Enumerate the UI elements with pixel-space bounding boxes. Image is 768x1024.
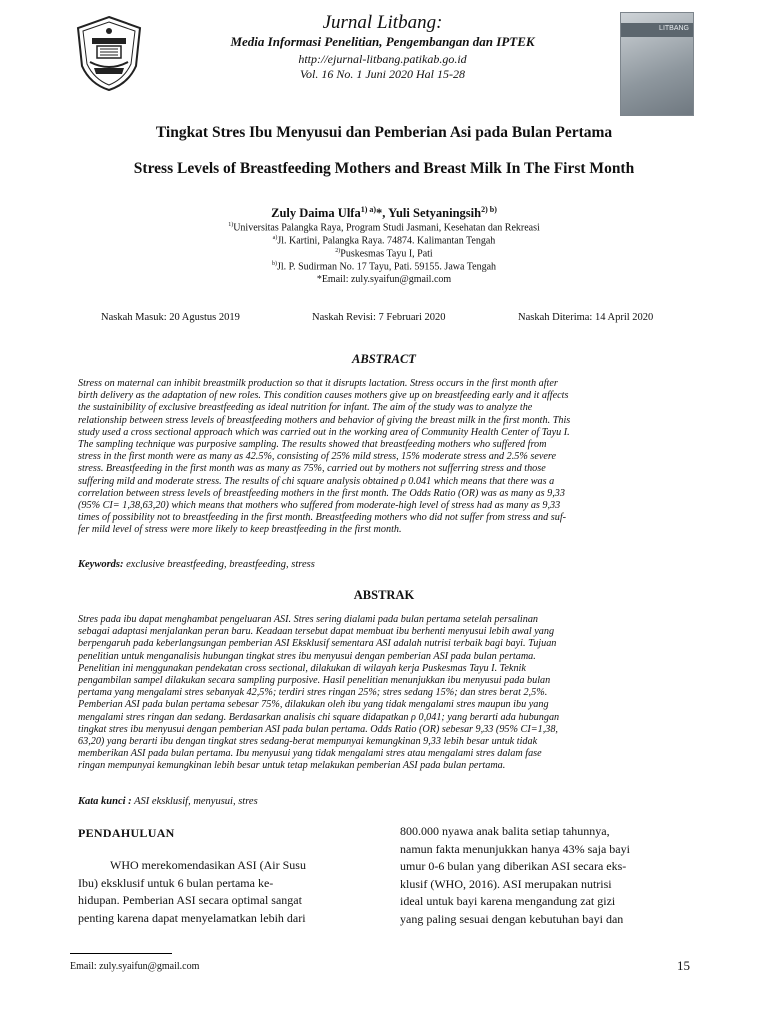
affiliation-3-text: Puskesmas Tayu I, Pati	[340, 248, 433, 260]
corresponding-email-text: *Email: zuly.syaifun@gmail.com	[316, 274, 452, 285]
date-revised: Naskah Revisi: 7 Februari 2020	[312, 312, 446, 323]
affiliation-4-sup: b)	[271, 261, 277, 267]
kata-kunci-text: ASI eksklusif, menyusui, stres	[131, 796, 258, 807]
abstract-line: fer mild level of stress were more likely to keep breastfeeding in the first month.	[78, 524, 402, 536]
body-line: WHO merekomendasikan ASI (Air Susu	[110, 858, 306, 872]
abstract-keywords	[78, 559, 690, 570]
body-line: hidupan. Pemberian ASI secara optimal sangat	[78, 893, 302, 908]
affiliation-2	[60, 235, 708, 246]
abstrak-line: Penelitian ini menggunakan pendekatan cross sectional, dilakukan di wilayah kerja Puskesmas Tayu I. Teknik	[78, 662, 526, 674]
abstrak-line: mengalami stres ringan dan sedang. Berdasarkan analisis chi square didapatkan ρ 0,041; yang berarti ada hubungan	[78, 711, 560, 723]
body-line: namun fakta menunjukkan hanya 43% saja bayi	[400, 841, 630, 856]
journal-title: Jurnal Litbang:	[322, 12, 443, 33]
abstract-line: Stress on maternal can inhibit breastmilk production so that it disrupts lactation. Stress occurs in the first month after	[78, 378, 558, 389]
abstract-line: the sustainibility of exclusive breastfeeding as ideal nutrition for infant. The aim of the study was to analyze the	[78, 402, 533, 414]
keywords-label: Keywords:	[78, 559, 124, 570]
abstrak-line: pertama yang mengalami stres sebanyak 42,5%; terdiri stres ringan 25%; stres sedang 15%; dan stres berat 2,5%.	[78, 687, 548, 699]
abstrak-heading: ABSTRAK	[353, 588, 415, 602]
abstrak-keywords	[78, 796, 690, 807]
journal-cover-thumbnail	[620, 12, 694, 116]
author-2: Yuli Setyaningsih	[388, 206, 482, 221]
affiliation-1	[60, 222, 708, 233]
abstract-heading: ABSTRACT	[352, 352, 416, 366]
affiliation-3	[60, 248, 708, 259]
cover-title: LITBANG	[659, 25, 689, 32]
abstract-line: times of possibility not to breastfeeding in the first month. Breastfeeding mothers who did not suffer from stress and suf-	[78, 512, 567, 524]
abstrak-line: ringan mempunyai kemungkinan lebih besar untuk tetap melakukan pemberian ASI pada bulan pertama.	[78, 760, 506, 772]
affiliation-1-sup: 1)	[228, 222, 234, 228]
author-line	[60, 205, 708, 221]
abstrak-line: berpengaruh pada keberlangsungan pemberian ASI Eksklusif sementara ASI adalah nutrisi terbaik bagi bayi. Tujuan	[78, 638, 557, 650]
abstract-body	[78, 378, 690, 537]
page-number: 15	[677, 958, 690, 973]
body-line: 800.000 nyawa anak balita setiap tahunnya,	[400, 824, 610, 838]
affiliation-4	[60, 261, 708, 272]
author-1: Zuly Daima Ulfa	[271, 206, 361, 221]
abstract-line: birth delivery as the adaptation of new roles. This condition causes mothers give up on breastfeeding early and it affects	[78, 390, 569, 402]
abstract-line: correlation between stress levels of breastfeeding mothers in the first month. The Odds Ratio (OR) was as many as 9,33	[78, 487, 565, 499]
body-line: klusif (WHO, 2016). ASI merupakan nutrisi	[400, 876, 612, 891]
journal-subtitle: Media Informasi Penelitian, Pengembangan dan IPTEK	[230, 34, 535, 49]
article-title-en: Stress Levels of Breastfeeding Mothers and Breast Milk In The First Month	[133, 160, 635, 177]
journal-url[interactable]: http://ejurnal-litbang.patikab.go.id	[298, 52, 467, 66]
abstrak-body	[78, 614, 690, 773]
abstract-line: relationship between stress levels of breastfeeding mothers and behavior of giving the breast milk in the first month. This	[78, 414, 571, 426]
body-line: ideal untuk bayi karena mengandung zat gizi	[400, 894, 616, 909]
abstrak-line: pengambilan sampel dilakukan secara sampling purposive. Hasil penelitian menunjukkan ibu menyusui pada bulan	[78, 675, 551, 687]
body-line: umur 0-6 bulan yang diberikan ASI secara eks-	[400, 859, 627, 874]
date-received: Naskah Masuk: 20 Agustus 2019	[101, 312, 240, 323]
abstrak-line: sebagai adaptasi menjalankan peran baru. Keadaan tersebut dapat membuat ibu berhenti menyusui lebih awal yang	[78, 626, 555, 638]
body-left-column	[78, 857, 365, 927]
abstract-line: stress. Breastfeeding in the first month was as many as 75%, carried out by mothers not sufferring stress and those	[78, 463, 546, 475]
abstract-line: (95% CI= 1,38,63,20) which means that mothers who suffered from moderate-high level of stress had as many as 9,33	[78, 500, 561, 512]
affiliation-2-text: Jl. Kartini, Palangka Raya. 74874. Kalimantan Tengah	[277, 235, 496, 247]
footnote-email: Email: zuly.syaifun@gmail.com	[70, 961, 200, 972]
abstract-line: stress in the first month were as many as 42.5%, consisting of 25% mild stress, 15% moderate stress and 2.5% severe	[78, 451, 557, 463]
regency-seal-icon	[70, 14, 148, 92]
keywords-text: exclusive breastfeeding, breastfeeding, stress	[123, 559, 315, 570]
affiliation-2-sup: a)	[272, 235, 278, 241]
section-heading-pendahuluan: PENDAHULUAN	[78, 826, 175, 840]
affiliation-4-text: Jl. P. Sudirman No. 17 Tayu, Pati. 59155. Jawa Tengah	[276, 261, 497, 273]
abstract-line: The sampling technique was purposive sampling. The results showed that breastfeeding mothers who suffered from	[78, 439, 547, 451]
body-line: penting karena dapat menyelamatkan lebih dari	[78, 910, 306, 925]
kata-kunci-label: Kata kunci :	[78, 796, 132, 807]
article-title-id: Tingkat Stres Ibu Menyusui dan Pemberian Asi pada Bulan Pertama	[155, 124, 613, 141]
abstrak-line: Pemberian ASI pada bulan pertama sebesar 75%, dilakukan oleh ibu yang tidak mengalami stres maupun ibu yang	[78, 699, 549, 711]
footnote-divider	[70, 953, 172, 954]
author-1-mark: *,	[376, 206, 389, 221]
body-right-column	[400, 823, 690, 929]
body-line: yang paling sesuai dengan kebutuhan bayi dan	[400, 911, 624, 926]
corresponding-email	[60, 274, 708, 285]
abstrak-line: 63,20) yang berarti ibu dengan tingkat stres sedang-berat mempunyai kemungkinan 9,33 lebih besar untuk tidak	[78, 736, 538, 748]
author-2-sup: 2) b)	[481, 205, 497, 214]
affiliation-1-text: Universitas Palangka Raya, Program Studi Jasmani, Kesehatan dan Rekreasi	[233, 222, 540, 234]
affiliation-3-sup: 2)	[335, 248, 341, 254]
date-accepted: Naskah Diterima: 14 April 2020	[518, 312, 654, 323]
author-1-sup: 1) a)	[360, 205, 377, 214]
abstrak-line: memberikan ASI pada bulan pertama. Ibu menyusui yang tidak mengalami stres atau mengalami stres dalam fase	[78, 748, 542, 760]
abstrak-line: Stres pada ibu dapat menghambat pengeluaran ASI. Stres sering dialami pada bulan pertama setelah persalinan	[78, 614, 539, 625]
abstract-line: study used a cross sectional approach which was carried out in the working area of Community Health Center of Tayu I.	[78, 426, 570, 438]
body-line: Ibu) eksklusif untuk 6 bulan pertama ke-	[78, 875, 274, 890]
journal-volume: Vol. 16 No. 1 Juni 2020 Hal 15-28	[300, 67, 465, 81]
abstract-line: suffering mild and moderate stress. The results of chi square analysis obtained ρ 0.041 which means that there was a	[78, 475, 555, 487]
abstrak-line: tingkat stres ibu menyusui dengan pemberian ASI pada bulan pertama. Odds Ratio (OR) sebesar 9,33 (95% CI=1,38,	[78, 723, 558, 735]
abstrak-line: penelitian untuk menganalisis hubungan tingkat stres ibu menyusui dengan pemberian ASI pada bulan pertama.	[78, 650, 536, 662]
